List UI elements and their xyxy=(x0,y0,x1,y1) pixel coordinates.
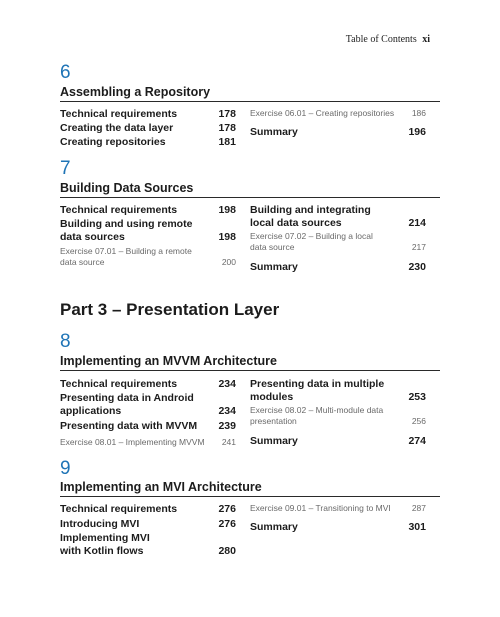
toc-entry-title: Exercise 08.02 – Multi-module data presentation xyxy=(250,405,384,426)
toc-entry-page: 196 xyxy=(408,126,426,138)
toc-entry-page: 287 xyxy=(411,503,426,513)
toc-subentry[interactable] xyxy=(60,437,236,448)
chapter-number: 6 xyxy=(60,62,71,83)
chapter-title: Assembling a Repository xyxy=(60,85,211,99)
toc-entry-title: Exercise 08.01 – Implementing MVVM xyxy=(60,437,205,447)
chapter-rule xyxy=(60,370,440,371)
toc-entry-title: Exercise 09.01 – Transitioning to MVI xyxy=(250,503,391,513)
toc-entry-page: 198 xyxy=(218,204,236,216)
toc-entry-page: 230 xyxy=(408,261,426,273)
chapter-title: Implementing an MVVM Architecture xyxy=(60,354,277,368)
toc-entry-title: Technical requirements xyxy=(60,503,178,515)
toc-entry[interactable] xyxy=(60,108,236,121)
toc-entry-page: 186 xyxy=(411,108,426,118)
toc-entry-title: Technical requirements xyxy=(60,108,178,120)
toc-entry[interactable] xyxy=(60,204,236,217)
toc-entry[interactable] xyxy=(60,532,236,558)
toc-subentry[interactable] xyxy=(250,231,426,253)
toc-entry-title: Technical requirements xyxy=(60,204,178,216)
toc-entry[interactable] xyxy=(250,435,426,448)
toc-entry-title: Summary xyxy=(250,126,298,138)
chapter-number: 8 xyxy=(60,331,71,352)
toc-entry-page: 198 xyxy=(218,231,236,243)
toc-entry-page: 239 xyxy=(218,420,236,432)
toc-entry-page: 234 xyxy=(218,405,236,417)
page-number: xi xyxy=(422,34,430,45)
toc-subentry[interactable] xyxy=(250,503,426,514)
toc-entry-page: 178 xyxy=(218,108,236,120)
toc-subentry[interactable] xyxy=(250,405,426,427)
chapter-rule xyxy=(60,101,440,102)
toc-subentry[interactable] xyxy=(60,246,236,268)
toc-entry-title: Technical requirements xyxy=(60,378,178,390)
toc-entry-page: 280 xyxy=(218,545,236,557)
toc-entry[interactable] xyxy=(250,378,426,404)
toc-entry-title: Summary xyxy=(250,261,298,273)
toc-entry-page: 181 xyxy=(218,136,236,148)
toc-entry[interactable] xyxy=(60,378,236,391)
toc-entry[interactable] xyxy=(250,261,426,274)
toc-entry-title: Presenting data in multiple modules xyxy=(250,378,385,403)
toc-entry[interactable] xyxy=(250,521,426,534)
chapter-rule xyxy=(60,197,440,198)
toc-entry-title: Exercise 07.01 – Building a remote data source xyxy=(60,246,192,267)
toc-entry-title: Creating the data layer xyxy=(60,122,174,134)
toc-entry-title: Presenting data in Android applications xyxy=(60,392,194,417)
toc-entry-page: 276 xyxy=(218,503,236,515)
toc-subentry[interactable] xyxy=(250,108,426,119)
chapter-rule xyxy=(60,496,440,497)
toc-entry[interactable] xyxy=(60,518,236,531)
running-head xyxy=(346,34,430,45)
chapter-title: Building Data Sources xyxy=(60,181,194,195)
toc-entry-title: Exercise 07.02 – Building a local data source xyxy=(250,231,373,252)
toc-entry-page: 301 xyxy=(408,521,426,533)
toc-entry-title: Presenting data with MVVM xyxy=(60,420,198,432)
toc-entry-page: 274 xyxy=(408,435,426,447)
toc-entry[interactable] xyxy=(250,126,426,139)
toc-entry-page: 241 xyxy=(221,437,236,447)
toc-entry-page: 234 xyxy=(218,378,236,390)
toc-entry-title: Building and using remote data sources xyxy=(60,218,193,243)
toc-entry[interactable] xyxy=(60,420,236,433)
toc-entry[interactable] xyxy=(60,218,236,244)
toc-entry-title: Summary xyxy=(250,521,298,533)
toc-entry-page: 253 xyxy=(408,391,426,403)
toc-entry[interactable] xyxy=(60,136,236,149)
part-title: Part 3 – Presentation Layer xyxy=(60,300,280,319)
toc-entry-page: 217 xyxy=(411,242,426,252)
toc-entry-title: Summary xyxy=(250,435,298,447)
toc-entry-page: 178 xyxy=(218,122,236,134)
toc-entry-page: 200 xyxy=(221,257,236,267)
chapter-title: Implementing an MVI Architecture xyxy=(60,480,262,494)
toc-entry-title: Introducing MVI xyxy=(60,518,140,530)
toc-entry-page: 256 xyxy=(411,416,426,426)
toc-entry[interactable] xyxy=(250,204,426,230)
toc-entry-title: Exercise 06.01 – Creating repositories xyxy=(250,108,395,118)
toc-entry-title: Building and integrating local data sources xyxy=(250,204,371,229)
toc-entry-page: 276 xyxy=(218,518,236,530)
toc-entry[interactable] xyxy=(60,122,236,135)
toc-entry[interactable] xyxy=(60,503,236,516)
toc-entry-title: Implementing MVI with Kotlin flows xyxy=(60,532,150,557)
toc-entry[interactable] xyxy=(60,392,236,418)
chapter-number: 9 xyxy=(60,458,71,479)
running-head-title: Table of Contents xyxy=(345,34,417,45)
chapter-number: 7 xyxy=(60,158,71,179)
toc-entry-title: Creating repositories xyxy=(60,136,166,148)
toc-entry-page: 214 xyxy=(408,217,426,229)
